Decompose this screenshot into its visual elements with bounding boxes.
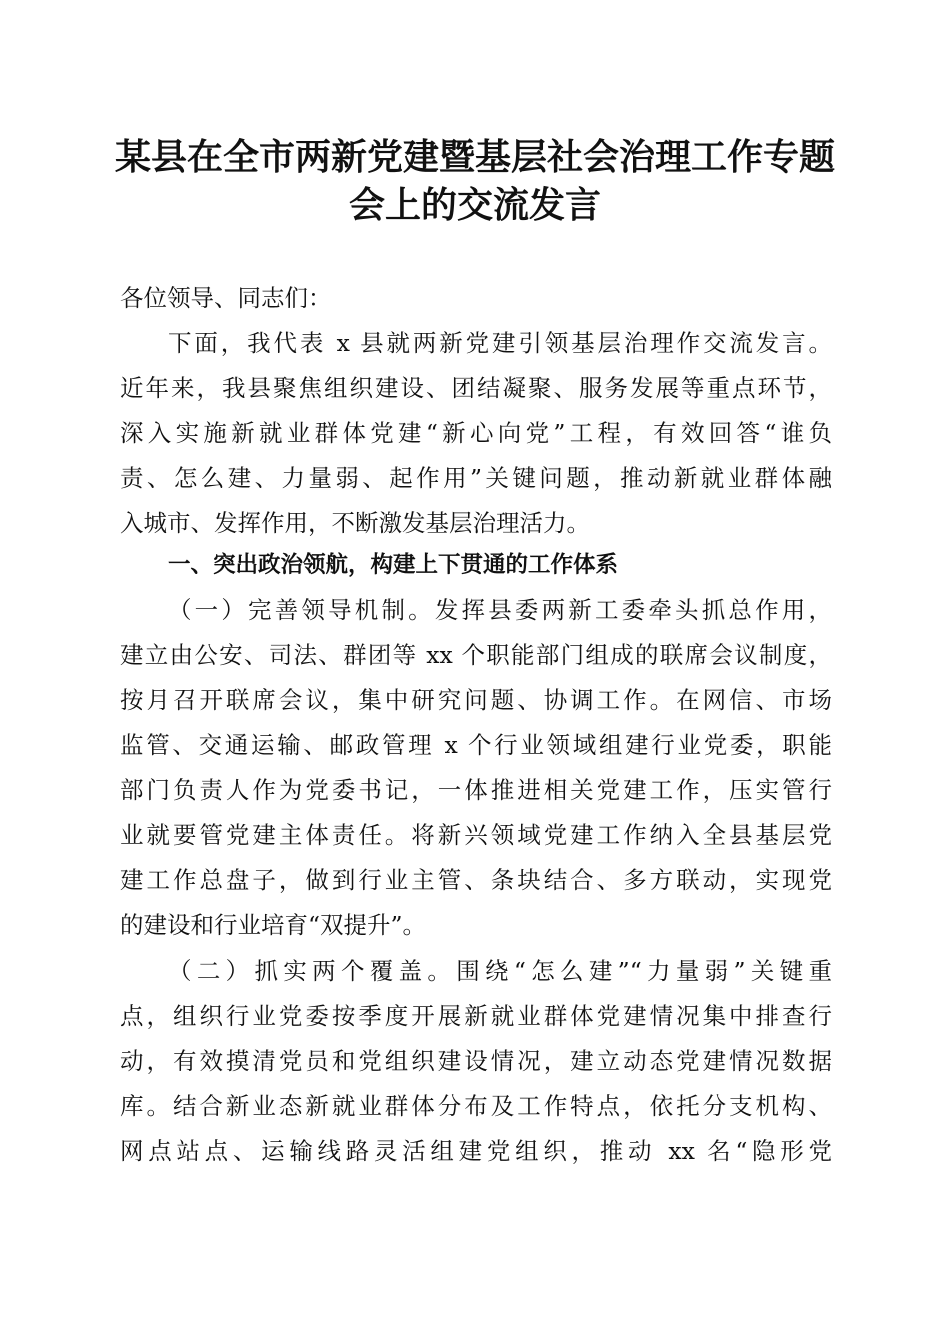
paragraph-line: 深入实施新就业群体党建“新心向党”工程，有效回答“谁负 bbox=[120, 419, 832, 447]
paragraph-line: 的建设和行业培育“双提升”。 bbox=[120, 911, 427, 939]
greeting: 各位领导、同志们： bbox=[120, 284, 332, 312]
paragraph-line: 点，组织行业党委按季度开展新就业群体党建情况集中排查行 bbox=[120, 1002, 832, 1030]
paragraph-line: 近年来，我县聚焦组织建设、团结凝聚、服务发展等重点环节， bbox=[120, 374, 832, 402]
section-heading: 一、突出政治领航，构建上下贯通的工作体系 bbox=[168, 552, 619, 578]
paragraph-line: 网点站点、运输线路灵活组建党组织，推动 xx 名“隐形党 bbox=[120, 1137, 832, 1165]
paragraph-line: 下面，我代表 x 县就两新党建引领基层治理作交流发言。 bbox=[168, 329, 832, 357]
paragraph-line: 动，有效摸清党员和党组织建设情况，建立动态党建情况数据 bbox=[120, 1047, 832, 1075]
paragraph-line: （二）抓实两个覆盖。围绕“怎么建”“力量弱”关键重 bbox=[168, 957, 832, 985]
paragraph-line: 部门负责人作为党委书记，一体推进相关党建工作，压实管行 bbox=[120, 776, 832, 804]
paragraph-line: 建工作总盘子，做到行业主管、条块结合、多方联动，实现党 bbox=[120, 866, 832, 894]
paragraph-line: （一）完善领导机制。发挥县委两新工委牵头抓总作用， bbox=[168, 596, 832, 624]
paragraph-line: 按月召开联席会议，集中研究问题、协调工作。在网信、市场 bbox=[120, 686, 832, 714]
paragraph-line: 业就要管党建主体责任。将新兴领域党建工作纳入全县基层党 bbox=[120, 821, 832, 849]
paragraph-line: 监管、交通运输、邮政管理 x 个行业领域组建行业党委，职能 bbox=[120, 731, 832, 759]
document-title-line-2: 会上的交流发言 bbox=[348, 184, 601, 226]
paragraph-line: 建立由公安、司法、群团等 xx 个职能部门组成的联席会议制度， bbox=[120, 641, 832, 669]
paragraph-line: 入城市、发挥作用，不断激发基层治理活力。 bbox=[120, 509, 590, 537]
paragraph-line: 库。结合新业态新就业群体分布及工作特点，依托分支机构、 bbox=[120, 1092, 832, 1120]
paragraph-line: 责、怎么建、力量弱、起作用”关键问题，推动新就业群体融 bbox=[120, 464, 832, 492]
document-title-line-1: 某县在全市两新党建暨基层社会治理工作专题 bbox=[114, 136, 835, 178]
